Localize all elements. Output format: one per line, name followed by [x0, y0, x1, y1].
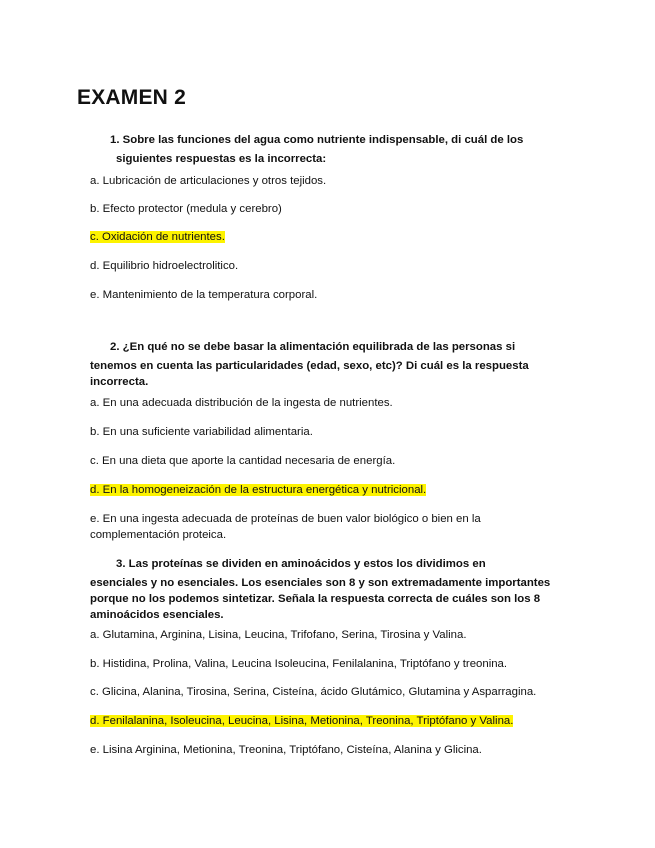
question-1-option-d: d. Equilibrio hidroelectrolitico. — [90, 260, 239, 272]
question-2-line-3: incorrecta. — [90, 376, 149, 388]
question-3-option-b: b. Histidina, Prolina, Valina, Leucina Isoleucina, Fenilalanina, Triptófano y treonina. — [90, 658, 508, 670]
question-2-option-e-continued: complementación proteica. — [90, 529, 227, 541]
question-2-option-d — [90, 482, 426, 498]
question-3-line-3: porque no los podemos sintetizar. Señala la respuesta correcta de cuáles son los 8 — [90, 593, 541, 605]
question-2-option-c: c. En una dieta que aporte la cantidad necesaria de energía. — [90, 455, 396, 467]
question-3-option-c: c. Glicina, Alanina, Tirosina, Serina, Cisteína, ácido Glutámico, Glutamina y Asparragina. — [90, 686, 537, 698]
question-2-option-a: a. En una adecuada distribución de la ingesta de nutrientes. — [90, 397, 393, 409]
question-3-line-4: aminoácidos esenciales. — [90, 609, 224, 621]
question-2-line-2: tenemos en cuenta las particularidades (edad, sexo, etc)? Di cuál es la respuesta — [90, 360, 529, 372]
question-1-option-c — [90, 229, 225, 245]
question-1-option-a: a. Lubricación de articulaciones y otros tejidos. — [90, 175, 327, 187]
highlighted-answer: d. Fenilalanina, Isoleucina, Leucina, Lisina, Metionina, Treonina, Triptófano y Valina. — [90, 715, 514, 727]
question-2-line-1: 2. ¿En qué no se debe basar la alimentación equilibrada de las personas si — [110, 341, 516, 353]
question-1-line-2: siguientes respuestas es la incorrecta: — [116, 153, 327, 165]
question-1-line-1: 1. Sobre las funciones del agua como nutriente indispensable, di cuál de los — [110, 134, 524, 146]
highlighted-answer: d. En la homogeneización de la estructura energética y nutricional. — [90, 484, 427, 496]
question-3-option-a: a. Glutamina, Arginina, Lisina, Leucina, Trifofano, Serina, Tirosina y Valina. — [90, 629, 467, 641]
page-title: EXAMEN 2 — [77, 86, 186, 109]
question-2-option-e: e. En una ingesta adecuada de proteínas de buen valor biológico o bien en la — [90, 513, 481, 525]
question-3-line-2: esenciales y no esenciales. Los esenciales son 8 y son extremadamente importantes — [90, 577, 551, 589]
question-3-option-e: e. Lisina Arginina, Metionina, Treonina, Triptófano, Cisteína, Alanina y Glicina. — [90, 744, 482, 756]
question-1-option-e: e. Mantenimiento de la temperatura corporal. — [90, 289, 318, 301]
question-2-option-b: b. En una suficiente variabilidad alimentaria. — [90, 426, 313, 438]
question-1-option-b: b. Efecto protector (medula y cerebro) — [90, 203, 282, 215]
question-3-option-d — [90, 713, 513, 729]
highlighted-answer: c. Oxidación de nutrientes. — [90, 231, 225, 243]
question-3-line-1: 3. Las proteínas se dividen en aminoácidos y estos los dividimos en — [116, 558, 486, 570]
